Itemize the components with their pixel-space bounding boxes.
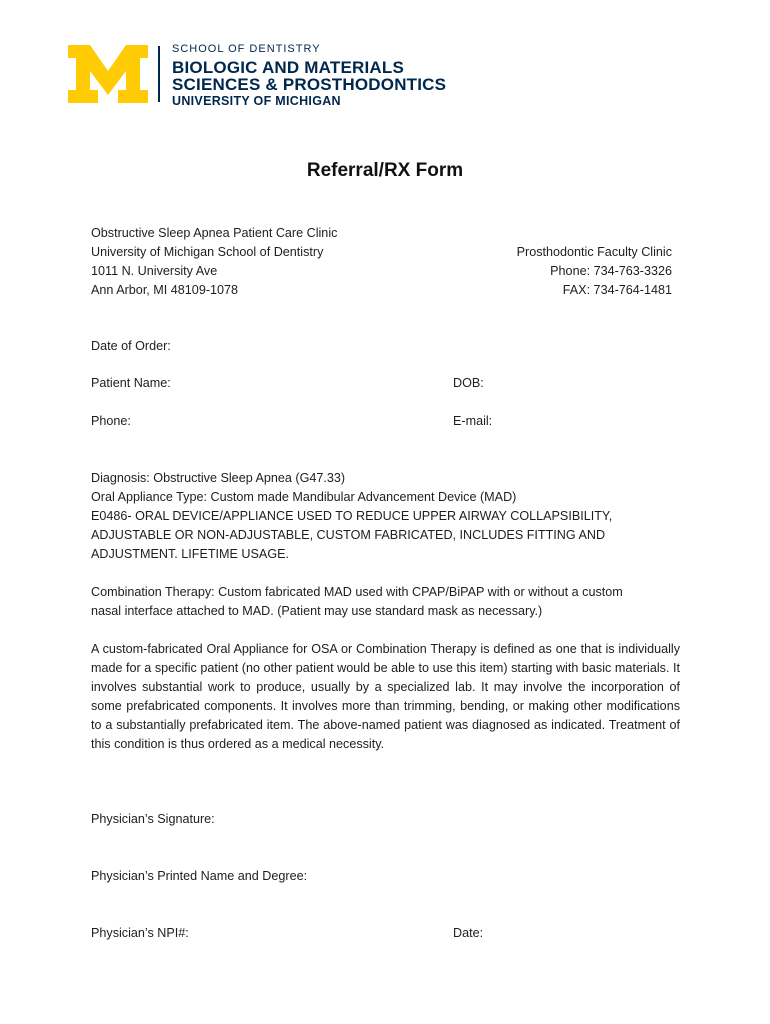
university-name: UNIVERSITY OF MICHIGAN <box>172 94 341 108</box>
clinic-name: Prosthodontic Faculty Clinic <box>516 245 672 259</box>
address-line: Obstructive Sleep Apnea Patient Care Clinic <box>91 226 338 240</box>
physician-printed-name-label: Physician’s Printed Name and Degree: <box>91 869 308 883</box>
definition-paragraph: A custom-fabricated Oral Appliance for OSA or Combination Therapy is defined as one that is individually made for a specific patient (no other patient would be able to use this item) starting with basic materials. It involves substantial work to produce, usually by a specialized lab. It may involve the incorporation of some prefabricated components. It involves more than trimming, bending, or making other modifications to a substantially prefabricated item. The above-named patient was diagnosed as indicated. Treatment of this condition is thus ordered as a medical necessity. <box>91 642 680 751</box>
page-title: Referral/RX Form <box>306 160 464 181</box>
address-line: 1011 N. University Ave <box>91 264 218 278</box>
clinic-fax: FAX: 734-764-1481 <box>562 283 672 297</box>
diagnosis-line: Diagnosis: Obstructive Sleep Apnea (G47.33) <box>91 471 346 485</box>
department-name-line1: BIOLOGIC AND MATERIALS <box>172 58 404 77</box>
device-code-line: ADJUSTMENT. LIFETIME USAGE. <box>91 547 290 561</box>
phone-label: Phone: <box>91 414 131 428</box>
patient-name-label: Patient Name: <box>91 376 171 390</box>
organization-name <box>172 44 446 108</box>
device-code-line: ADJUSTABLE OR NON-ADJUSTABLE, CUSTOM FABRICATED, INCLUDES FITTING AND <box>91 528 606 542</box>
block-m-logo-icon <box>68 45 148 103</box>
diagnosis-block <box>91 469 691 564</box>
combination-line: Combination Therapy: Custom fabricated MAD used with CPAP/BiPAP with or without a custom <box>91 585 623 599</box>
address-line: University of Michigan School of Dentistry <box>91 245 324 259</box>
department-name-line2: SCIENCES & PROSTHODONTICS <box>172 75 447 94</box>
clinic-address <box>91 224 337 300</box>
school-name: SCHOOL OF DENTISTRY <box>172 43 321 55</box>
date-label: Date: <box>453 926 484 940</box>
combination-line: nasal interface attached to MAD. (Patient may use standard mask as necessary.) <box>91 604 543 618</box>
physician-signature-label: Physician’s Signature: <box>91 812 215 826</box>
faculty-clinic-contact <box>517 243 672 300</box>
email-label: E-mail: <box>453 414 493 428</box>
dob-label: DOB: <box>453 376 484 390</box>
logo-divider <box>158 46 160 102</box>
physician-npi-label: Physician’s NPI#: <box>91 926 189 940</box>
device-code-line: E0486- ORAL DEVICE/APPLIANCE USED TO REDUCE UPPER AIRWAY COLLAPSIBILITY, <box>91 509 613 523</box>
clinic-phone: Phone: 734-763-3326 <box>550 264 672 278</box>
appliance-type-line: Oral Appliance Type: Custom made Mandibular Advancement Device (MAD) <box>91 490 517 504</box>
address-line: Ann Arbor, MI 48109-1078 <box>91 283 239 297</box>
date-of-order-label: Date of Order: <box>91 339 171 353</box>
combination-therapy-block <box>91 583 691 621</box>
